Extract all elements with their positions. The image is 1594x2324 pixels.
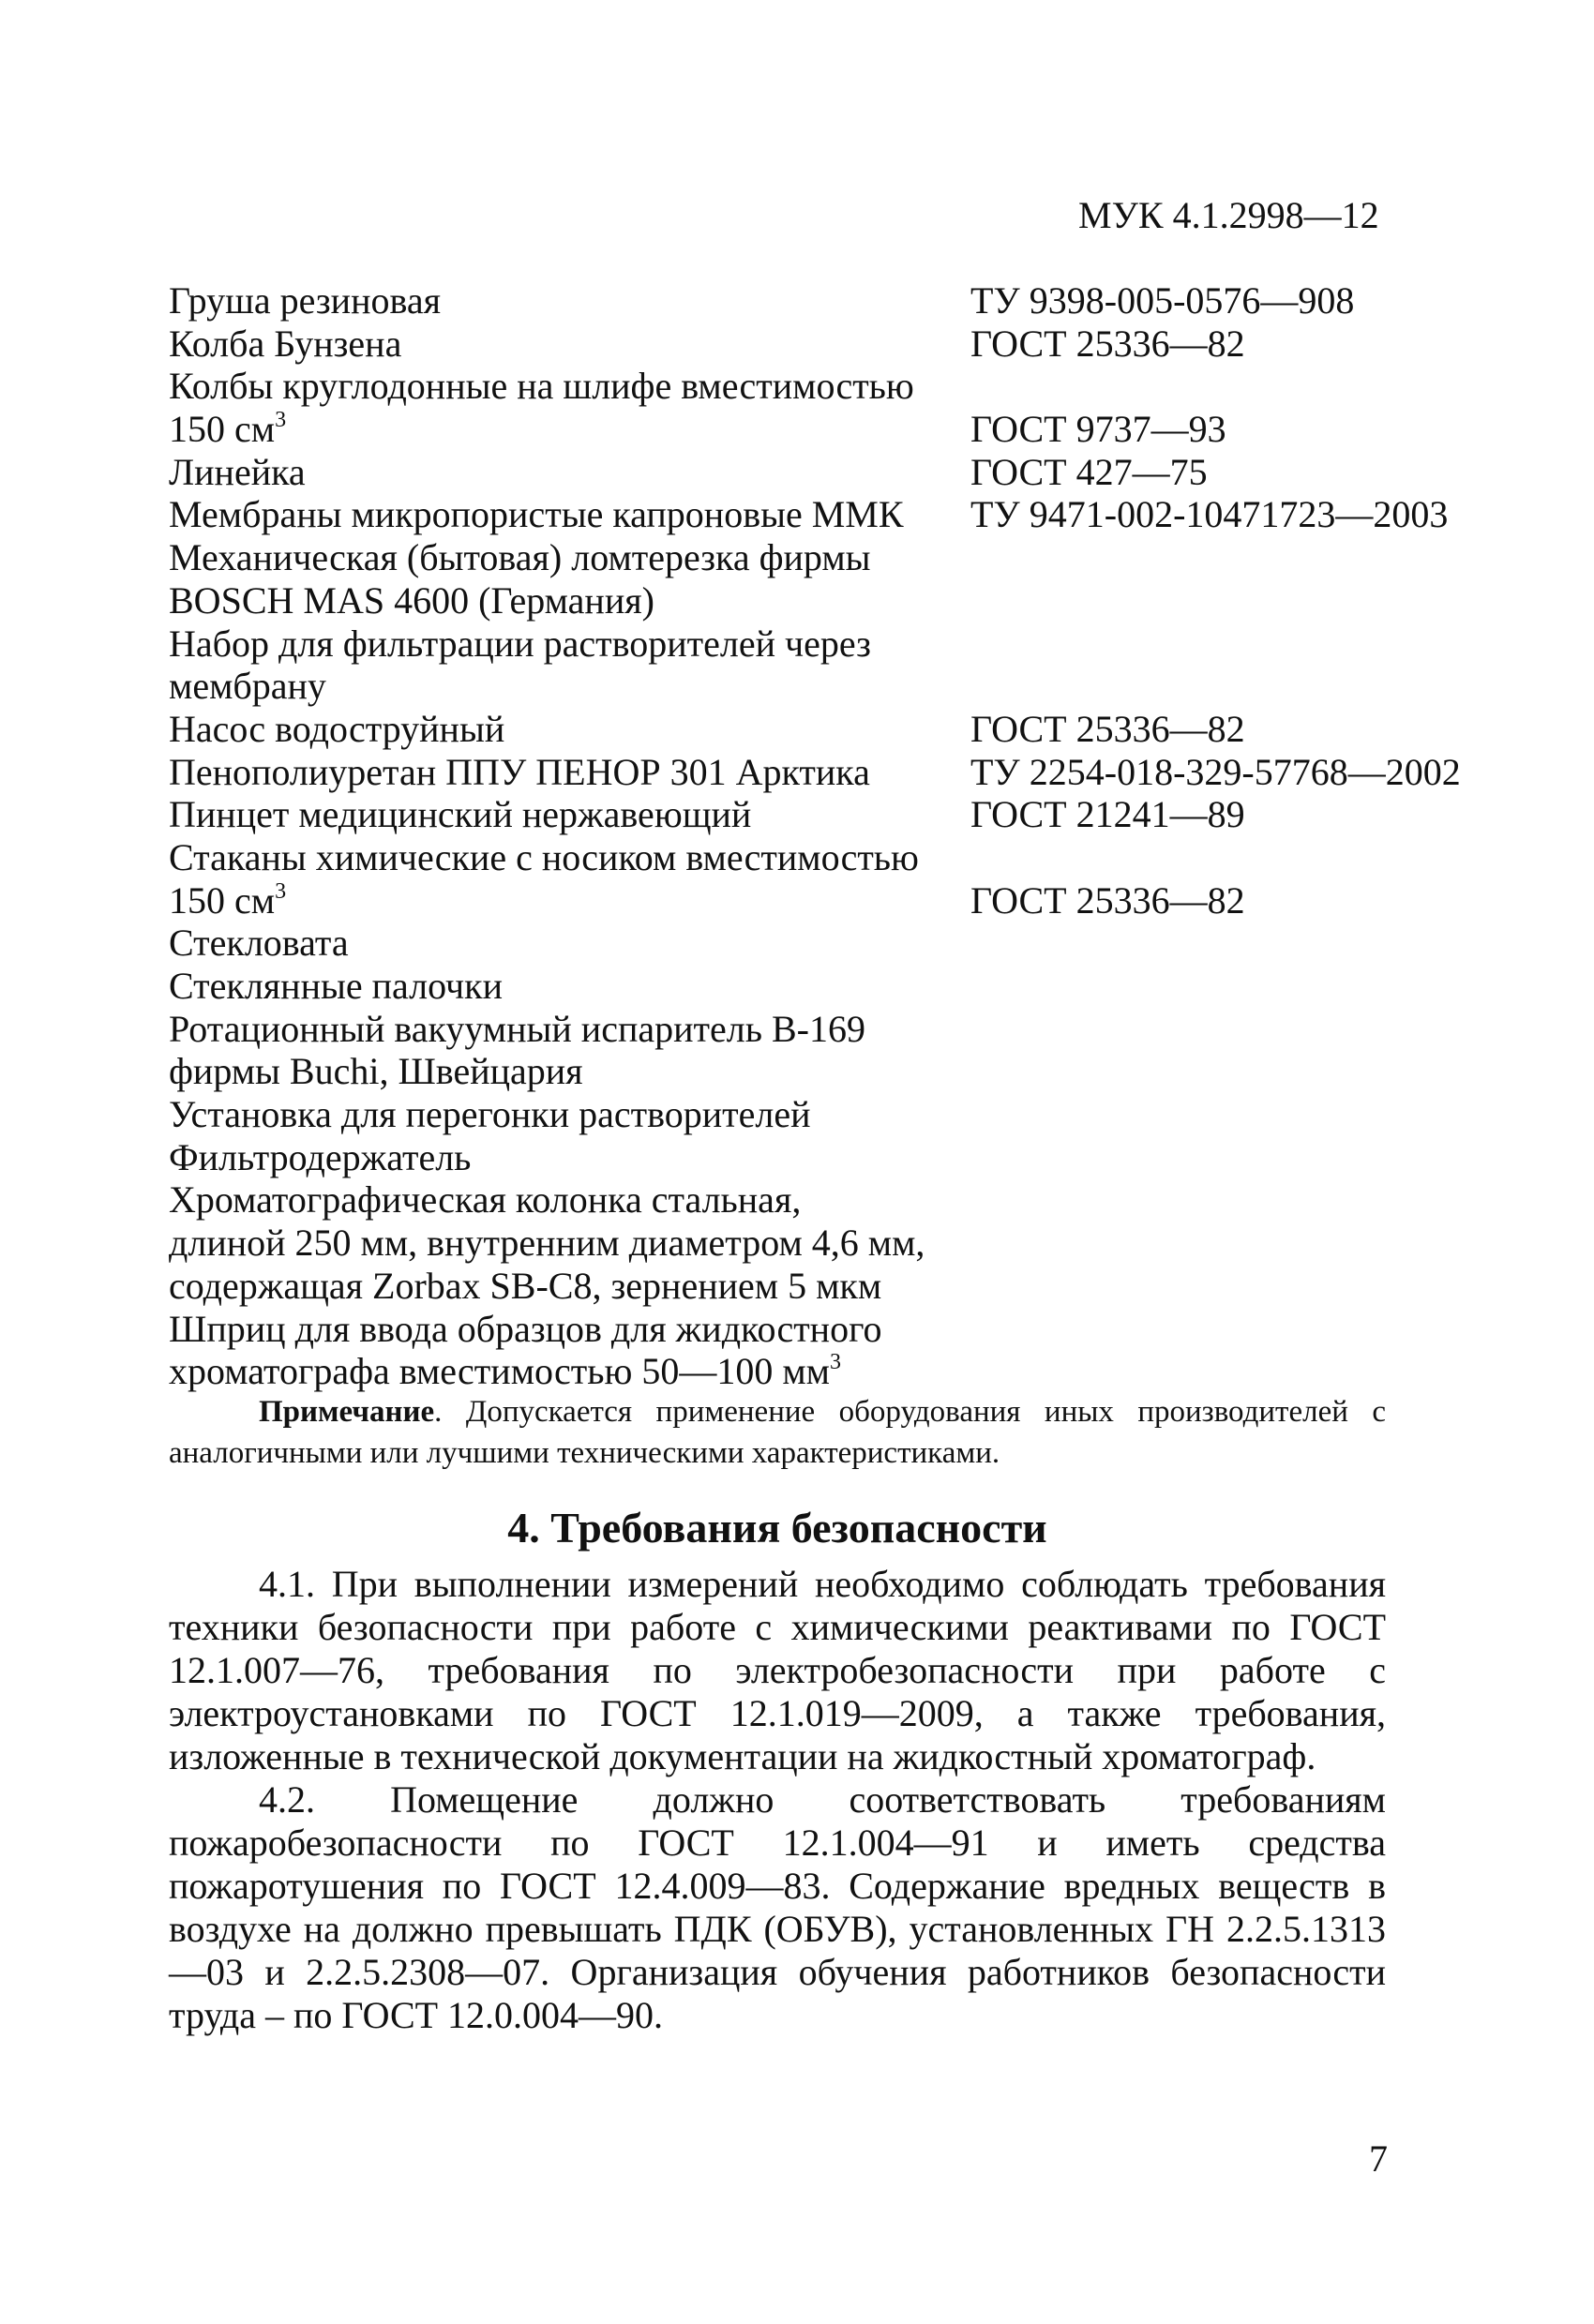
equipment-name-text: Груша резиновая bbox=[169, 279, 441, 322]
equipment-name bbox=[169, 1008, 865, 1051]
equipment-name-text: Стеклянные палочки bbox=[169, 965, 504, 1007]
equipment-name bbox=[169, 793, 751, 836]
equipment-name-text: хроматографа вместимостью 50—100 мм bbox=[169, 1350, 830, 1393]
note-paragraph bbox=[169, 1391, 1386, 1474]
equipment-name-text: Набор для фильтрации растворителей через bbox=[169, 622, 871, 665]
equipment-name-text: Линейка bbox=[169, 450, 306, 493]
equipment-name bbox=[169, 365, 914, 408]
equipment-name-text: содержащая Zorbax SB-C8, зернением 5 мкм bbox=[169, 1264, 882, 1307]
equipment-name-text: BOSCH MAS 4600 (Германия) bbox=[169, 578, 654, 622]
equipment-standard: ТУ 9398-005-0576—908 bbox=[970, 279, 1355, 322]
section-body bbox=[169, 1563, 1386, 2037]
equipment-name-text: 150 см bbox=[169, 878, 276, 922]
equipment-row bbox=[169, 493, 1463, 536]
equipment-row bbox=[169, 1350, 1463, 1393]
equipment-name bbox=[169, 1222, 925, 1265]
unit-superscript: 3 bbox=[829, 1350, 841, 1375]
page-number: 7 bbox=[1369, 2137, 1388, 2180]
equipment-name bbox=[169, 451, 306, 494]
equipment-name bbox=[169, 1308, 882, 1351]
unit-superscript: 3 bbox=[275, 878, 287, 904]
equipment-row bbox=[169, 1222, 1463, 1265]
note-text: . Допускается применение оборудования иных производителей с аналогичными или лучшими техническими характеристиками. bbox=[169, 1395, 1386, 1470]
equipment-name-text: Мембраны микропористые капроновые ММК bbox=[169, 493, 904, 536]
equipment-standard: ГОСТ 25336—82 bbox=[970, 707, 1245, 750]
equipment-name bbox=[169, 1178, 801, 1222]
equipment-name bbox=[169, 1350, 841, 1393]
equipment-name bbox=[169, 1050, 583, 1093]
equipment-standard: ТУ 2254-018-329-57768—2002 bbox=[970, 750, 1461, 793]
equipment-name-text: Пенополиуретан ППУ ПЕНОР 301 Арктика bbox=[169, 750, 870, 793]
equipment-name-text: Пинцет медицинский нержавеющий bbox=[169, 793, 752, 836]
equipment-row bbox=[169, 622, 1463, 666]
equipment-name bbox=[169, 408, 286, 451]
equipment-row bbox=[169, 408, 1463, 451]
equipment-name bbox=[169, 622, 871, 666]
equipment-row bbox=[169, 922, 1463, 965]
equipment-list bbox=[169, 279, 1463, 1393]
equipment-row bbox=[169, 1093, 1463, 1136]
section-heading: 4. Требования безопасности bbox=[507, 1504, 1047, 1552]
equipment-row bbox=[169, 279, 1463, 322]
equipment-row bbox=[169, 579, 1463, 622]
paragraph-4-1: 4.1. При выполнении измерений необходимо соблюдать требования техники безопасности при работе с химическими реактивами по ГОСТ 12.1.007—76, требования по электробезопасности при работе с электроустановками по ГОСТ 12.1.019—2009, а также требования, изложенные в технической документации на жидкостный хроматограф. bbox=[169, 1563, 1386, 1777]
equipment-name bbox=[169, 1093, 811, 1136]
equipment-row bbox=[169, 1050, 1463, 1093]
equipment-row bbox=[169, 793, 1463, 836]
equipment-name bbox=[169, 836, 919, 879]
equipment-name bbox=[169, 279, 441, 322]
equipment-name-text: Насос водоструйный bbox=[169, 707, 505, 750]
equipment-name bbox=[169, 965, 503, 1008]
equipment-name-text: Механическая (бытовая) ломтерезка фирмы bbox=[169, 536, 871, 579]
equipment-row bbox=[169, 751, 1463, 794]
equipment-row bbox=[169, 1136, 1463, 1179]
equipment-row bbox=[169, 536, 1463, 579]
equipment-row bbox=[169, 836, 1463, 879]
equipment-name-text: мембрану bbox=[169, 665, 326, 708]
equipment-row bbox=[169, 965, 1463, 1008]
equipment-name bbox=[169, 665, 326, 708]
equipment-name-text: 150 см bbox=[169, 408, 276, 451]
equipment-name bbox=[169, 536, 871, 579]
unit-superscript: 3 bbox=[275, 408, 287, 433]
equipment-name-text: Стаканы химические с носиком вместимостью bbox=[169, 835, 919, 878]
equipment-name-text: Стекловата bbox=[169, 922, 349, 965]
equipment-row bbox=[169, 1308, 1463, 1351]
equipment-name bbox=[169, 879, 286, 922]
equipment-row bbox=[169, 451, 1463, 494]
note-label: Примечание bbox=[259, 1395, 435, 1429]
equipment-name-text: Колбы круглодонные на шлифе вместимостью bbox=[169, 365, 914, 408]
equipment-name-text: Шприц для ввода образцов для жидкостного bbox=[169, 1307, 882, 1350]
equipment-name bbox=[169, 579, 654, 622]
equipment-name bbox=[169, 493, 904, 536]
equipment-name-text: Фильтродержатель bbox=[169, 1135, 472, 1178]
equipment-name-text: Установка для перегонки растворителей bbox=[169, 1093, 811, 1136]
equipment-name bbox=[169, 1136, 471, 1179]
equipment-row bbox=[169, 1178, 1463, 1222]
equipment-name-text: длиной 250 мм, внутренним диаметром 4,6 мм, bbox=[169, 1222, 925, 1265]
equipment-row bbox=[169, 1265, 1463, 1308]
paragraph-4-2: 4.2. Помещение должно соответствовать требованиям пожаробезопасности по ГОСТ 12.1.004—91 и иметь средства пожаротушения по ГОСТ 12.4.009—83. Содержание вредных веществ в воздухе на должно превышать ПДК (ОБУВ), установленных ГН 2.2.5.1313—03 и 2.2.5.2308—07. Организация обучения работников безопасности труда – по ГОСТ 12.0.004—90. bbox=[169, 1778, 1386, 2036]
equipment-row bbox=[169, 322, 1463, 366]
equipment-row bbox=[169, 665, 1463, 708]
equipment-name bbox=[169, 922, 349, 965]
equipment-name bbox=[169, 751, 870, 794]
equipment-name-text: Колба Бунзена bbox=[169, 322, 402, 365]
equipment-name-text: Ротационный вакуумный испаритель В-169 bbox=[169, 1007, 865, 1050]
equipment-standard: ГОСТ 21241—89 bbox=[970, 793, 1245, 836]
equipment-row bbox=[169, 1008, 1463, 1051]
equipment-name bbox=[169, 1265, 881, 1308]
equipment-standard: ГОСТ 427—75 bbox=[970, 450, 1208, 493]
equipment-name-text: Хроматографическая колонка стальная, bbox=[169, 1178, 802, 1222]
equipment-name bbox=[169, 708, 504, 751]
equipment-standard: ТУ 9471-002-10471723—2003 bbox=[970, 493, 1449, 536]
equipment-name bbox=[169, 322, 401, 366]
equipment-name-text: фирмы Buchi, Швейцария bbox=[169, 1050, 583, 1093]
equipment-standard: ГОСТ 25336—82 bbox=[970, 322, 1245, 365]
equipment-row bbox=[169, 708, 1463, 751]
equipment-standard: ГОСТ 9737—93 bbox=[970, 408, 1226, 451]
equipment-standard: ГОСТ 25336—82 bbox=[970, 878, 1245, 922]
document-code-header: МУК 4.1.2998—12 bbox=[1078, 194, 1379, 236]
equipment-row bbox=[169, 879, 1463, 922]
equipment-row bbox=[169, 365, 1463, 408]
